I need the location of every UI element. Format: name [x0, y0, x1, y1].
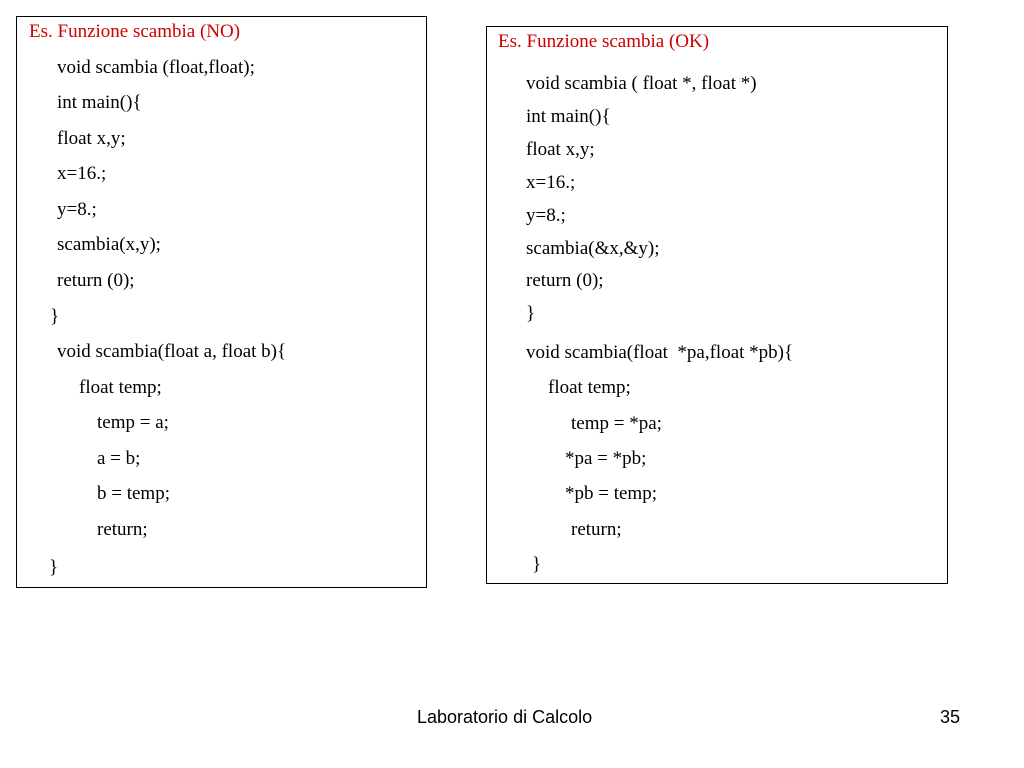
code-line: int main(){ — [526, 106, 611, 127]
code-line: return; — [571, 519, 622, 540]
code-line: void scambia(float *pa,float *pb){ — [526, 342, 794, 363]
code-line: a = b; — [97, 448, 141, 469]
code-line: x=16.; — [57, 163, 107, 184]
code-line: y=8.; — [526, 205, 566, 226]
code-line: return (0); — [57, 270, 135, 291]
code-line: float temp; — [548, 377, 631, 398]
code-line: } — [526, 303, 536, 324]
code-line: scambia(&x,&y); — [526, 238, 660, 259]
code-line: int main(){ — [57, 92, 142, 113]
code-line: temp = *pa; — [571, 413, 662, 434]
code-line: float x,y; — [526, 139, 595, 160]
code-line: void scambia ( float *, float *) — [526, 73, 757, 94]
code-line: } — [50, 306, 60, 327]
code-line: *pa = *pb; — [565, 448, 647, 469]
code-line: temp = a; — [97, 412, 169, 433]
code-line: y=8.; — [57, 199, 97, 220]
box-title-ok: Es. Funzione scambia (OK) — [498, 31, 710, 52]
code-line: float x,y; — [57, 128, 126, 149]
code-box-ok — [486, 26, 948, 584]
code-line: void scambia(float a, float b){ — [57, 341, 287, 362]
code-box-no — [16, 16, 427, 588]
box-title-no: Es. Funzione scambia (NO) — [29, 21, 241, 42]
code-line: *pb = temp; — [565, 483, 657, 504]
code-line: } — [49, 557, 59, 578]
code-line: float temp; — [79, 377, 162, 398]
code-line: return; — [97, 519, 148, 540]
code-line: void scambia (float,float); — [57, 57, 255, 78]
code-line: } — [532, 554, 542, 575]
code-line: x=16.; — [526, 172, 576, 193]
code-line: b = temp; — [97, 483, 170, 504]
page-number: 35 — [940, 707, 961, 727]
code-line: scambia(x,y); — [57, 234, 161, 255]
code-line: return (0); — [526, 270, 604, 291]
footer-course-title: Laboratorio di Calcolo — [417, 707, 593, 727]
